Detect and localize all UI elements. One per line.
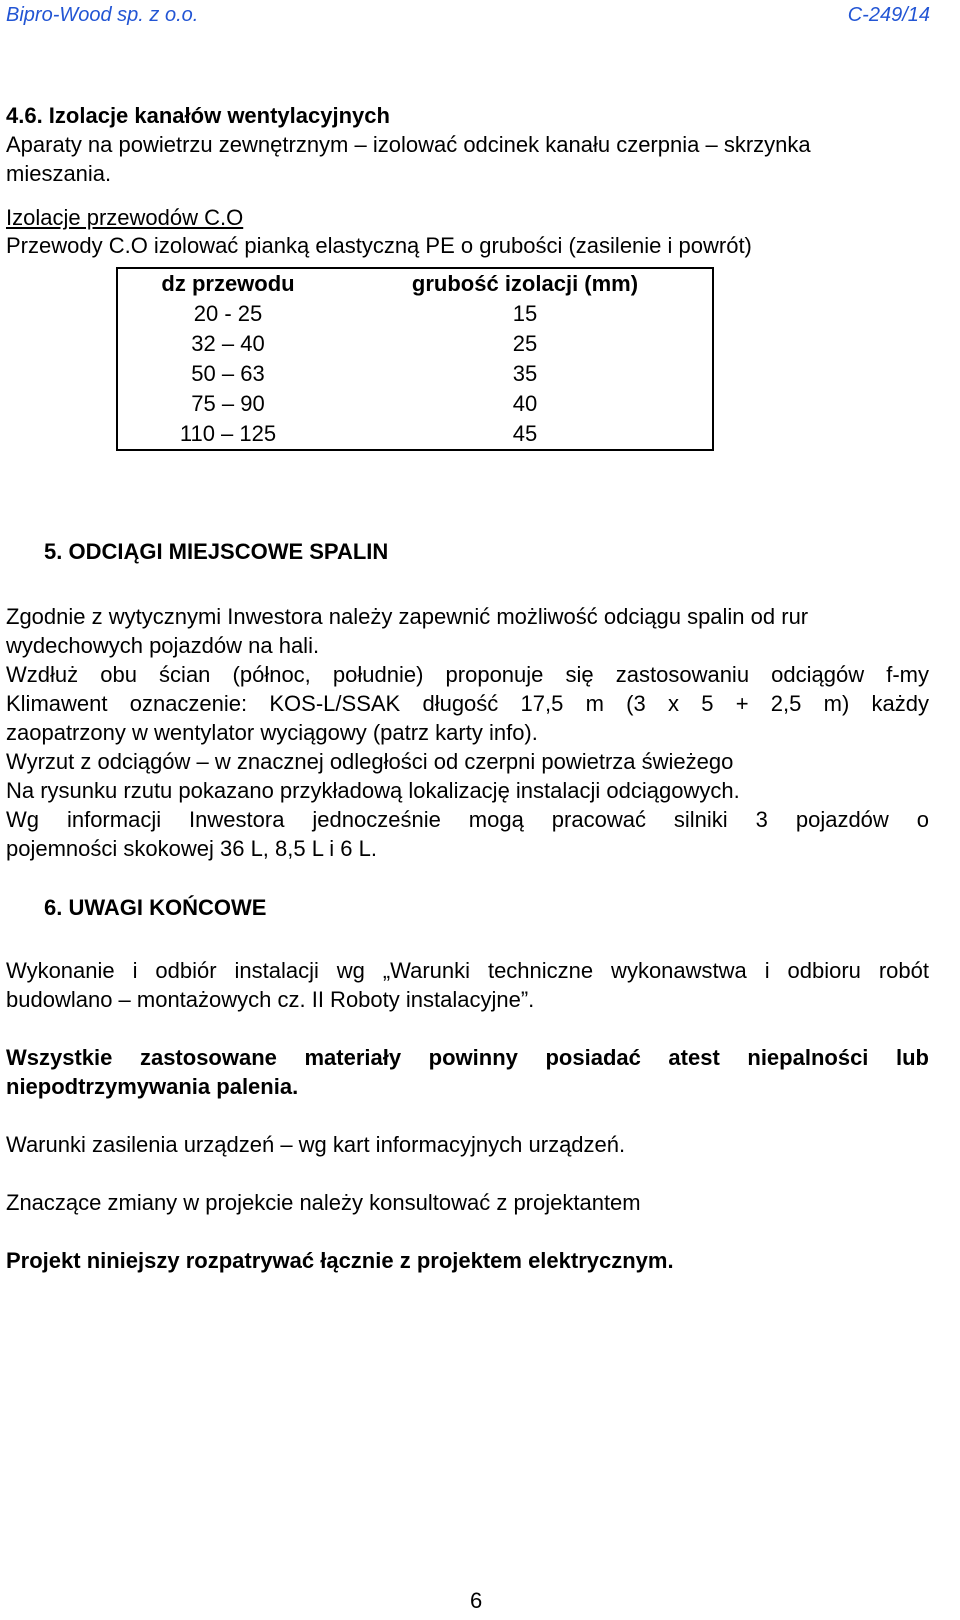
table-header-thickness: grubość izolacji (mm): [411, 271, 639, 296]
section-5-p1-line-1: Zgodnie z wytycznymi Inwestora należy zapewnić możliwość odciągu spalin od rur: [6, 604, 809, 629]
section-4-6-line-1: Aparaty na powietrzu zewnętrznym – izolować odcinek kanału czerpnia – skrzynka: [6, 132, 811, 157]
section-5-p5-line-1: Wg informacji Inwestora jednocześnie mogą pracować silniki 3 pojazdów o: [6, 807, 929, 832]
table-row: [117, 329, 713, 359]
section-5-p2-line-3: zaopatrzony w wentylator wyciągowy (patrz karty info).: [6, 720, 538, 745]
section-6-p2-line-2: niepodtrzymywania palenia.: [6, 1074, 299, 1099]
section-6-p4: Znaczące zmiany w projekcie należy konsultować z projektantem: [6, 1190, 641, 1215]
section-5-heading: 5. ODCIĄGI MIEJSCOWE SPALIN: [44, 539, 389, 564]
table-cell-diameter: 32 – 40: [191, 331, 265, 356]
header-document-code: C-249/14: [847, 4, 930, 26]
table-cell-thickness: 45: [512, 421, 538, 446]
table-row: [117, 299, 713, 329]
section-4-6-heading: 4.6. Izolacje kanałów wentylacyjnych: [6, 103, 390, 128]
section-5-p3: Wyrzut z odciągów – w znacznej odległości od czerpni powietrza świeżego: [6, 749, 734, 774]
table-cell-thickness: 25: [512, 331, 538, 356]
header-company: Bipro-Wood sp. z o.o.: [6, 4, 199, 26]
section-5-p5-line-2: pojemności skokowej 36 L, 8,5 L i 6 L.: [6, 836, 377, 861]
section-5-p1-line-2: wydechowych pojazdów na hali.: [6, 633, 320, 658]
section-6-p1-line-1: Wykonanie i odbiór instalacji wg „Warunki techniczne wykonawstwa i odbioru robót: [6, 958, 929, 983]
section-6-p1-line-2: budowlano – montażowych cz. II Roboty instalacyjne”.: [6, 987, 535, 1012]
table-row: [117, 389, 713, 419]
section-6-heading: 6. UWAGI KOŃCOWE: [44, 895, 267, 920]
table-header-diameter: dz przewodu: [161, 271, 295, 296]
page-number: 6: [470, 1588, 483, 1613]
pipes-insulation-text: Przewody C.O izolować pianką elastyczną PE o grubości (zasilenie i powrót): [6, 233, 752, 258]
table-cell-diameter: 110 – 125: [179, 421, 277, 446]
section-4-6-line-2: mieszania.: [6, 161, 112, 186]
section-6-p2-line-1: Wszystkie zastosowane materiały powinny posiadać atest niepalności lub: [6, 1045, 929, 1070]
table-cell-diameter: 75 – 90: [191, 391, 265, 416]
insulation-table: [116, 267, 714, 451]
table-cell-diameter: 20 - 25: [193, 301, 263, 326]
section-5-p4: Na rysunku rzutu pokazano przykładową lokalizację instalacji odciągowych.: [6, 778, 740, 803]
table-cell-diameter: 50 – 63: [191, 361, 265, 386]
section-5-p2-line-1: Wzdłuż obu ścian (północ, południe) proponuje się zastosowaniu odciągów f-my: [6, 662, 929, 687]
pipes-insulation-heading: Izolacje przewodów C.O: [6, 205, 244, 230]
section-5-p2-line-2: Klimawent oznaczenie: KOS-L/SSAK długość 17,5 m (3 x 5 + 2,5 m) każdy: [6, 691, 929, 716]
table-row: [117, 419, 713, 450]
section-6-p5: Projekt niniejszy rozpatrywać łącznie z projektem elektrycznym.: [6, 1248, 674, 1273]
table-header-row: [117, 268, 713, 299]
table-cell-thickness: 35: [512, 361, 538, 386]
table-row: [117, 359, 713, 389]
table-cell-thickness: 15: [512, 301, 538, 326]
section-6-p3: Warunki zasilenia urządzeń – wg kart informacyjnych urządzeń.: [6, 1132, 626, 1157]
table-cell-thickness: 40: [512, 391, 538, 416]
